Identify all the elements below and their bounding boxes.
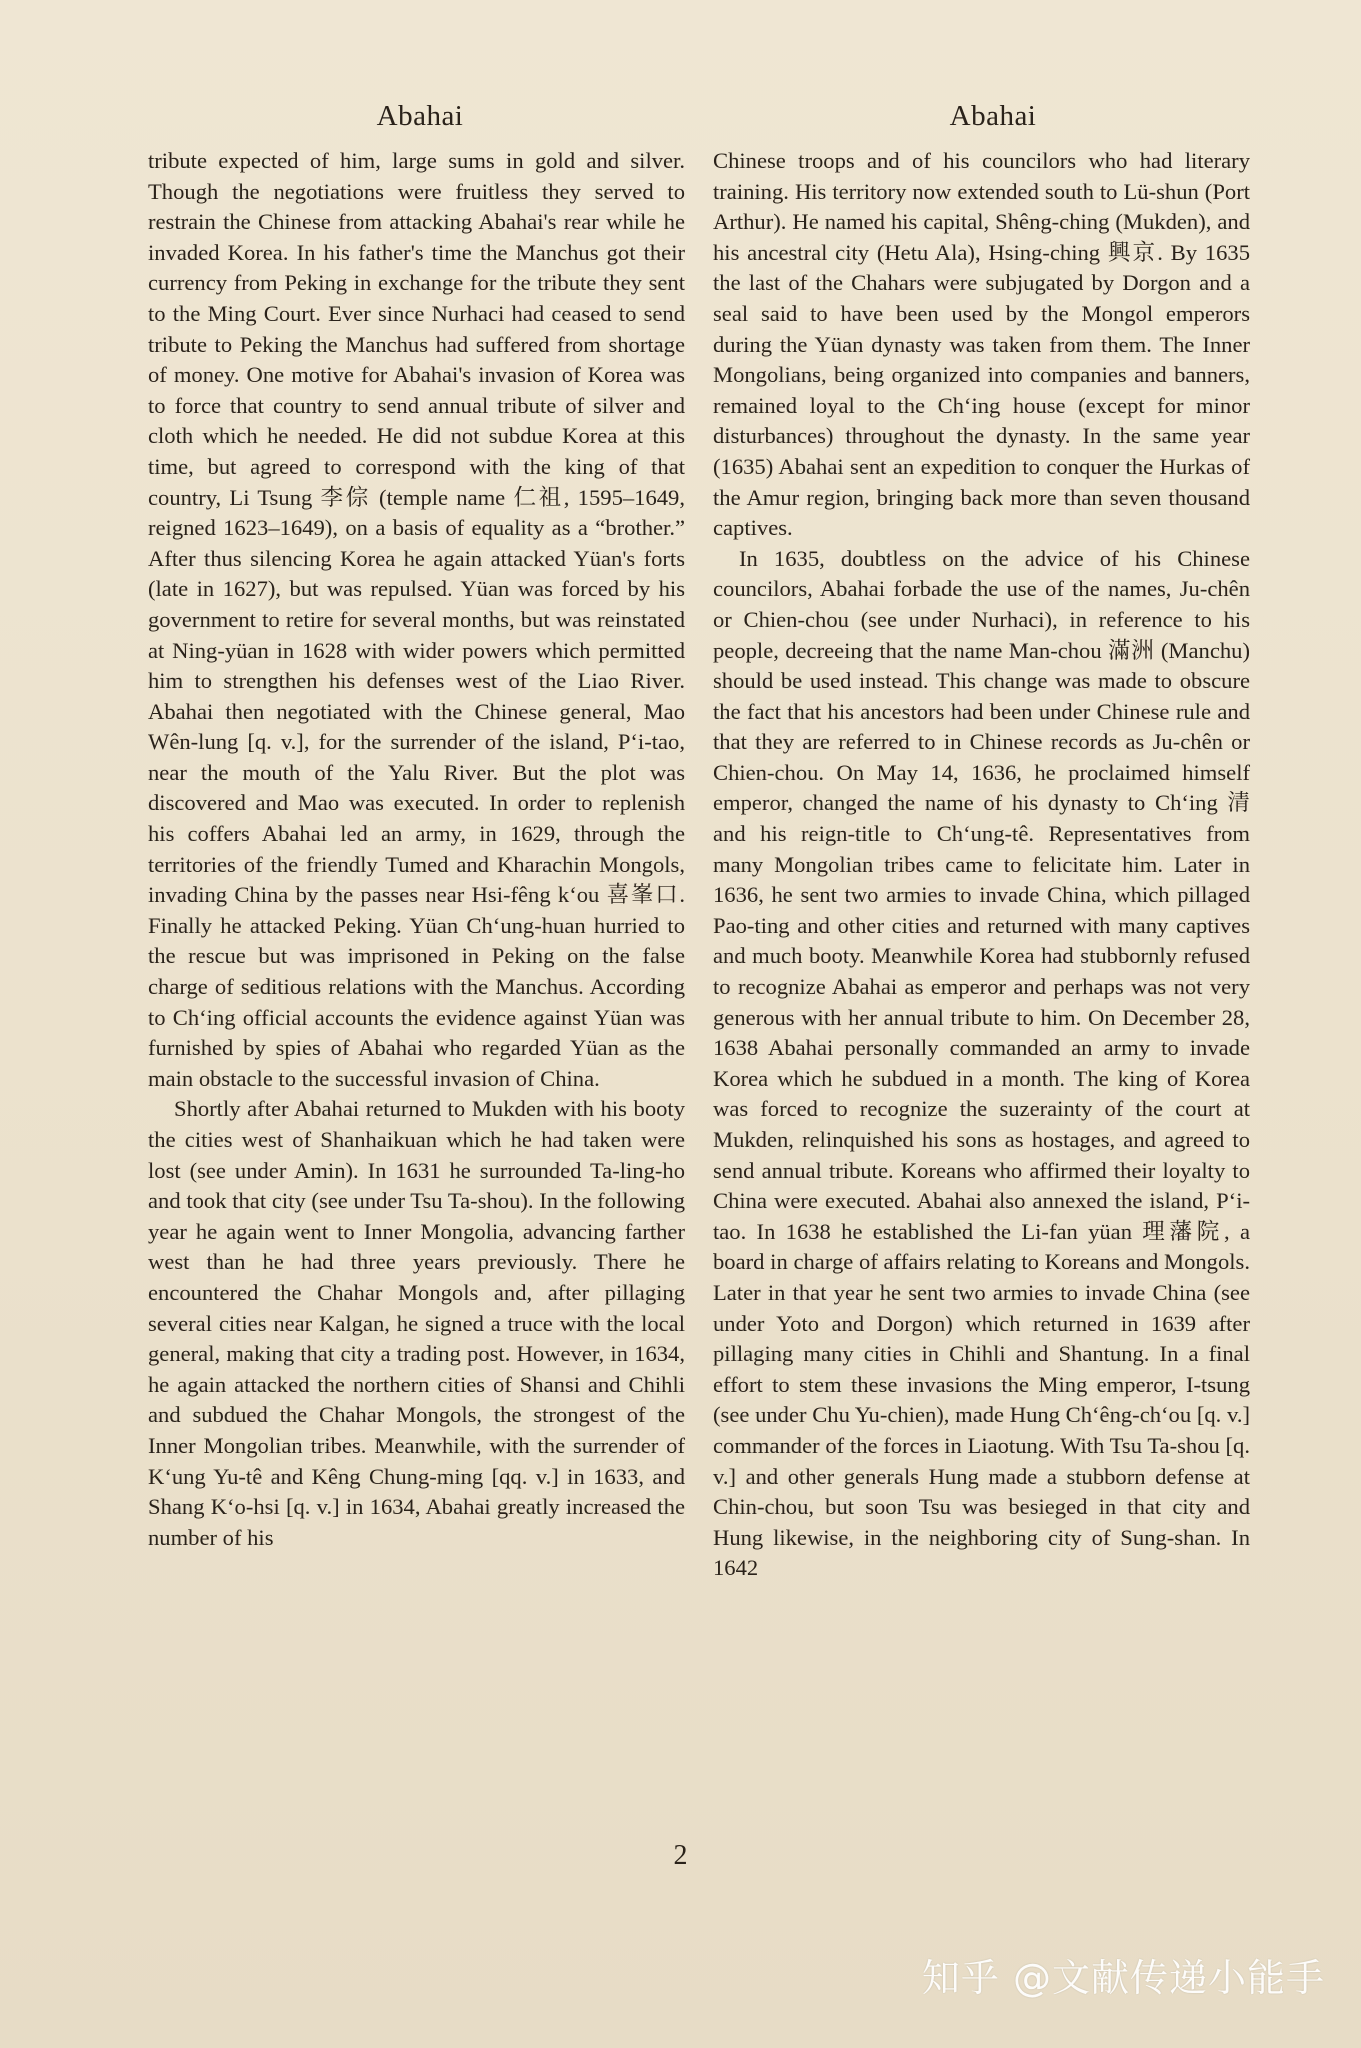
running-header-right: Abahai (949, 100, 1037, 132)
page-number: 2 (673, 1840, 688, 1871)
right-paragraph-2: In 1635, doubtless on the advice of his Chinese councilors, Abahai forbade the use of the names, Ju-chên or Chien-chou (see under Nurhaci), in reference to his people, decreeing that the name Man-chou 滿洲 (Manchu) should be used instead. This change was made to obscure the fact that his ancestors had been under Chinese rule and that they are referred to in Chinese records as Ju-chên or Chien-chou. On May 14, 1636, he proclaimed himself emperor, changed the name of his dynasty to Ch‘ing 清 and his reign-title to Ch‘ung-tê. Representatives from many Mongolian tribes came to felicitate him. Later in 1636, he sent two armies to invade China, which pillaged Pao-ting and other cities and returned with many captives and much booty. Meanwhile Korea had stubbornly refused to recognize Abahai as emperor and perhaps was not very generous with her annual tribute to him. On December 28, 1638 Abahai personally commanded an army to invade Korea which he subdued in a month. The king of Korea was forced to recognize the suzerainty of the court at Mukden, relinquished his sons as hostages, and agreed to send annual tribute. Koreans who affirmed their loyalty to China were executed. Abahai also annexed the island, P‘i-tao. In 1638 he established the Li-fan yüan 理藩院, a board in charge of affairs relating to Koreans and Mongols. Later in that year he sent two armies to invade China (see under Yoto and Dorgon) which returned in 1639 after pillaging many cities in Chihli and Shantung. In a final effort to stem these invasions the Ming emperor, I-tsung (see under Chu Yu-chien), made Hung Ch‘êng-ch‘ou [q. v.] commander of the forces in Liaotung. With Tsu Ta-shou [q. v.] and other generals Hung made a stubborn defense at Chin-chou, but soon Tsu was besieged in that city and Hung likewise, in the neighboring city of Sung-shan. In 1642 (713, 545, 1250, 1581)
right-text-column (713, 146, 1250, 1584)
running-header-left: Abahai (376, 100, 464, 132)
watermark: 知乎 @文献传递小能手 (921, 1956, 1325, 2000)
left-paragraph-1: tribute expected of him, large sums in gold and silver. Though the negotiations were fruitless they served to restrain the Chinese from attacking Abahai's rear while he invaded Korea. In his father's time the Manchus got their currency from Peking in exchange for the tribute they sent to the Ming Court. Ever since Nurhaci had ceased to send tribute to Peking the Manchus had suffered from shortage of money. One motive for Abahai's invasion of Korea was to force that country to send annual tribute of silver and cloth which he needed. He did not subdue Korea at this time, but agreed to correspond with the king of that country, Li Tsung 李倧 (temple name 仁祖, 1595–1649, reigned 1623–1649), on a basis of equality as a “brother.” After thus silencing Korea he again attacked Yüan's forts (late in 1627), but was repulsed. Yüan was forced by his government to retire for several months, but was reinstated at Ning-yüan in 1628 with wider powers which permitted him to strengthen his defenses west of the Liao River. Abahai then negotiated with the Chinese general, Mao Wên-lung [q. v.], for the surrender of the island, P‘i-tao, near the mouth of the Yalu River. But the plot was discovered and Mao was executed. In order to replenish his coffers Abahai led an army, in 1629, through the territories of the friendly Tumed and Kharachin Mongols, invading China by the passes near Hsi-fêng k‘ou 喜峯口. Finally he attacked Peking. Yüan Ch‘ung-huan hurried to the rescue but was imprisoned in Peking on the false charge of seditious relations with the Manchus. According to Ch‘ing official accounts the evidence against Yüan was furnished by spies of Abahai who regarded Yüan as the main obstacle to the successful invasion of China. (148, 148, 685, 1091)
left-text-column (148, 146, 685, 1553)
right-paragraph-1: Chinese troops and of his councilors who had literary training. His territory now extended south to Lü-shun (Port Arthur). He named his capital, Shêng-ching (Mukden), and his ancestral city (Hetu Ala), Hsing-ching 興京. By 1635 the last of the Chahars were subjugated by Dorgon and a seal said to have been used by the Mongol emperors during the Yüan dynasty was taken from them. The Inner Mongolians, being organized into companies and banners, remained loyal to the Ch‘ing house (except for minor disturbances) throughout the dynasty. In the same year (1635) Abahai sent an expedition to conquer the Hurkas of the Amur region, bringing back more than seven thousand captives. (713, 148, 1250, 541)
left-paragraph-2: Shortly after Abahai returned to Mukden with his booty the cities west of Shanhaikuan which he had taken were lost (see under Amin). In 1631 he surrounded Ta-ling-ho and took that city (see under Tsu Ta-shou). In the following year he again went to Inner Mongolia, advancing farther west than he had three years previously. There he encountered the Chahar Mongols and, after pillaging several cities near Kalgan, he signed a truce with the local general, making that city a trading post. However, in 1634, he again attacked the northern cities of Shansi and Chihli and subdued the Chahar Mongols, the strongest of the Inner Mongolian tribes. Meanwhile, with the surrender of K‘ung Yu-tê and Kêng Chung-ming [qq. v.] in 1633, and Shang K‘o-hsi [q. v.] in 1634, Abahai greatly increased the number of his (148, 1096, 685, 1550)
